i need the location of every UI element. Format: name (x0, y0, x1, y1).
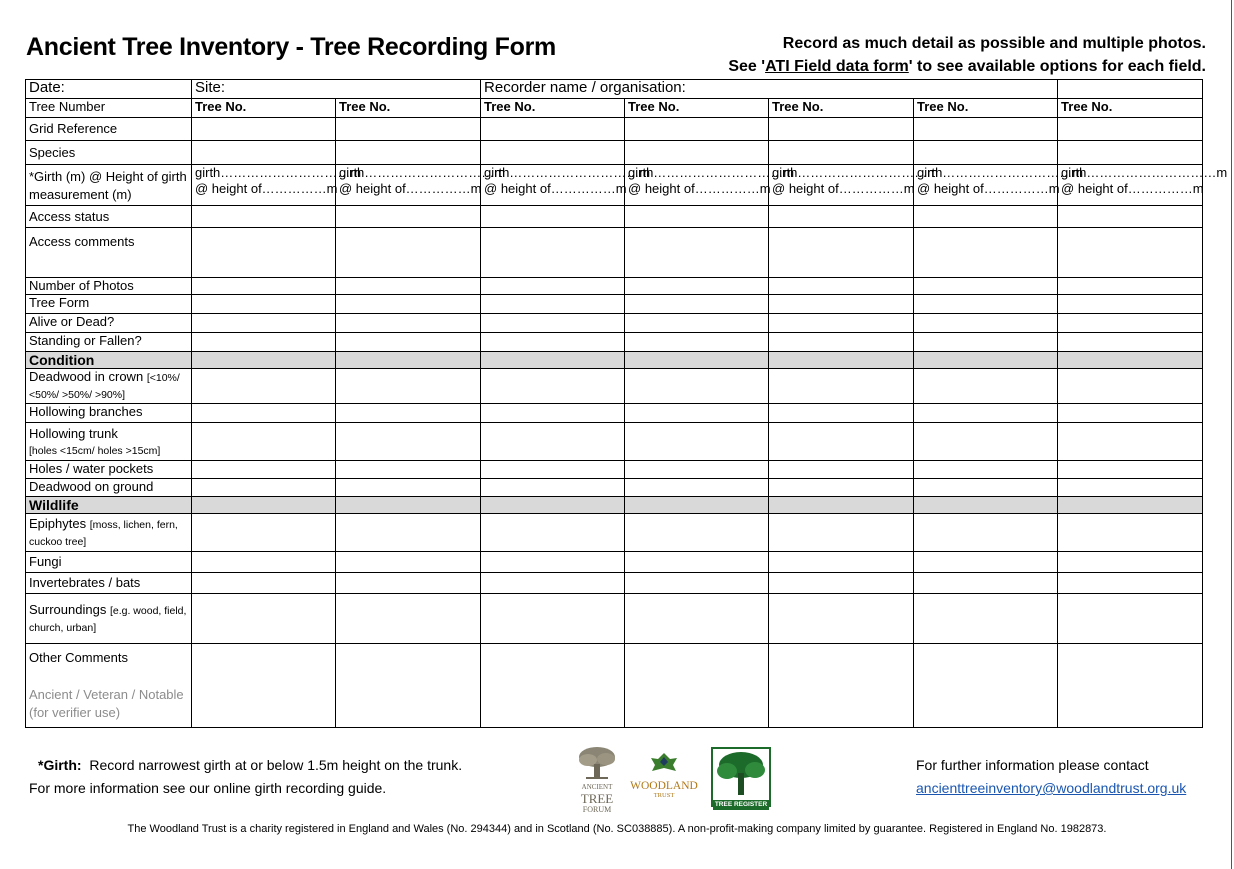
cell[interactable] (769, 295, 914, 314)
cell[interactable] (481, 206, 625, 228)
cell[interactable] (1058, 514, 1203, 552)
tree-no-cell[interactable]: Tree No. (192, 99, 336, 118)
cell[interactable] (192, 206, 336, 228)
cell[interactable] (1058, 594, 1203, 644)
tree-no-cell[interactable]: Tree No. (481, 99, 625, 118)
cell[interactable] (625, 461, 769, 479)
ati-field-data-form-link[interactable]: ATI Field data form (765, 58, 909, 75)
cell[interactable] (914, 369, 1058, 404)
condition-section-row (26, 352, 1203, 369)
cell[interactable] (481, 573, 625, 594)
cell[interactable] (914, 278, 1058, 295)
access-comments-label: Access comments (26, 228, 192, 278)
cell[interactable] (769, 206, 914, 228)
cell[interactable] (914, 573, 1058, 594)
cell[interactable] (914, 514, 1058, 552)
cell[interactable] (1058, 573, 1203, 594)
leaf-icon (649, 751, 679, 775)
form-title: Ancient Tree Inventory - Tree Recording Form (26, 33, 556, 61)
cell[interactable] (336, 573, 481, 594)
cell[interactable] (914, 479, 1058, 497)
cell[interactable] (1058, 228, 1203, 278)
standing-or-fallen-row (26, 333, 1203, 352)
hollowing-trunk-row (26, 423, 1203, 461)
girth-cell[interactable]: girth…………………………m @ height of……………m (1058, 165, 1203, 206)
cell[interactable] (914, 295, 1058, 314)
cell[interactable] (336, 278, 481, 295)
cell[interactable] (336, 552, 481, 573)
cell[interactable] (481, 228, 625, 278)
girth-cell[interactable]: girth…………………………m @ height of……………m (192, 165, 336, 206)
cell[interactable] (481, 141, 625, 165)
cell[interactable] (769, 333, 914, 352)
cell[interactable] (769, 644, 914, 728)
cell[interactable] (625, 514, 769, 552)
cell[interactable] (625, 295, 769, 314)
standing-or-fallen-label: Standing or Fallen? (26, 333, 192, 352)
cell[interactable] (769, 314, 914, 333)
tree-form-row (26, 295, 1203, 314)
cell[interactable] (1058, 461, 1203, 479)
cell[interactable] (192, 423, 336, 461)
tree-no-cell[interactable]: Tree No. (336, 99, 481, 118)
cell[interactable] (914, 461, 1058, 479)
cell[interactable] (769, 594, 914, 644)
cell[interactable] (192, 594, 336, 644)
tree-no-cell[interactable]: Tree No. (625, 99, 769, 118)
access-status-label: Access status (26, 206, 192, 228)
cell[interactable] (625, 314, 769, 333)
hollowing-branches-row (26, 404, 1203, 423)
deadwood-ground-row (26, 479, 1203, 497)
number-of-photos-row (26, 278, 1203, 295)
cell[interactable] (336, 404, 481, 423)
instructions (728, 32, 1206, 78)
cell[interactable] (769, 141, 914, 165)
cell[interactable] (336, 141, 481, 165)
cell[interactable] (914, 141, 1058, 165)
deadwood-crown-row (26, 369, 1203, 404)
cell[interactable] (769, 573, 914, 594)
cell[interactable] (625, 118, 769, 141)
cell[interactable] (481, 594, 625, 644)
grid-reference-label: Grid Reference (26, 118, 192, 141)
wildlife-section-row (26, 497, 1203, 514)
cell[interactable] (625, 552, 769, 573)
cell[interactable] (336, 295, 481, 314)
cell[interactable] (336, 228, 481, 278)
girth-label: *Girth (m) @ Height of girth measurement (m) (26, 165, 192, 206)
fungi-row (26, 552, 1203, 573)
contact-text: For further information please contact (916, 757, 1149, 773)
cell[interactable] (192, 314, 336, 333)
girth-cell[interactable]: girth…………………………m @ height of……………m (769, 165, 914, 206)
cell[interactable] (769, 404, 914, 423)
girth-cell[interactable]: girth…………………………m @ height of……………m (481, 165, 625, 206)
recording-table (25, 79, 1228, 728)
hollowing-branches-label: Hollowing branches (26, 404, 192, 423)
verifier-note: Ancient / Veteran / Notable (for verifier use) (29, 687, 184, 720)
cell[interactable] (336, 206, 481, 228)
cell[interactable] (481, 404, 625, 423)
alive-or-dead-label: Alive or Dead? (26, 314, 192, 333)
cell[interactable] (769, 369, 914, 404)
cell[interactable] (625, 479, 769, 497)
condition-section-label: Condition (26, 352, 192, 369)
cell[interactable] (192, 404, 336, 423)
site-field[interactable]: Site: (192, 80, 481, 99)
cell[interactable] (336, 594, 481, 644)
cell[interactable] (192, 295, 336, 314)
cell[interactable] (1058, 141, 1203, 165)
wildlife-section-label: Wildlife (26, 497, 192, 514)
cell[interactable] (481, 514, 625, 552)
hollowing-trunk-label: Hollowing trunk [holes <15cm/ holes >15cm] (26, 423, 192, 461)
cell[interactable] (481, 278, 625, 295)
cell[interactable] (481, 644, 625, 728)
cell[interactable] (1058, 333, 1203, 352)
invertebrates-label: Invertebrates / bats (26, 573, 192, 594)
tree-no-cell[interactable]: Tree No. (914, 99, 1058, 118)
cell[interactable] (914, 333, 1058, 352)
cell[interactable] (625, 206, 769, 228)
cell[interactable] (481, 314, 625, 333)
cell[interactable] (192, 333, 336, 352)
instruction-line-1: Record as much detail as possible and multiple photos. (782, 35, 1206, 52)
cell[interactable] (192, 644, 336, 728)
cell[interactable] (1058, 295, 1203, 314)
number-of-photos-label: Number of Photos (26, 278, 192, 295)
access-comments-row (26, 228, 1203, 278)
cell[interactable] (914, 644, 1058, 728)
cell[interactable] (1058, 552, 1203, 573)
cell[interactable] (336, 461, 481, 479)
cell[interactable] (481, 295, 625, 314)
cell[interactable] (625, 573, 769, 594)
woodland-trust-logo: WOODLAND TRUST (628, 751, 700, 800)
cell[interactable] (192, 573, 336, 594)
header-row (26, 80, 1203, 99)
girth-row (26, 165, 1203, 206)
register-tree-icon (713, 749, 769, 795)
cell[interactable] (625, 369, 769, 404)
tree-no-cell[interactable]: Tree No. (1058, 99, 1203, 118)
recorder-field[interactable]: Recorder name / organisation: (481, 80, 1058, 99)
date-field[interactable]: Date: (26, 80, 192, 99)
cell[interactable] (192, 141, 336, 165)
cell[interactable] (1058, 423, 1203, 461)
holes-water-label: Holes / water pockets (26, 461, 192, 479)
species-label: Species (26, 141, 192, 165)
cell[interactable] (769, 461, 914, 479)
cell[interactable] (914, 118, 1058, 141)
tree-number-label: Tree Number (26, 99, 192, 118)
cell[interactable] (192, 479, 336, 497)
cell[interactable] (1058, 479, 1203, 497)
cell[interactable] (625, 228, 769, 278)
tree-icon (574, 746, 620, 780)
cell[interactable] (914, 552, 1058, 573)
cell[interactable] (769, 552, 914, 573)
contact-email-link[interactable]: ancienttreeinventory@woodlandtrust.org.uk (916, 780, 1187, 796)
cell[interactable] (336, 514, 481, 552)
cell[interactable] (914, 228, 1058, 278)
cell[interactable] (769, 118, 914, 141)
girth-guide-note: For more information see our online girth recording guide. (29, 780, 387, 796)
surroundings-label: Surroundings [e.g. wood, field, church, urban] (26, 594, 192, 644)
cell[interactable] (914, 594, 1058, 644)
cell[interactable] (481, 333, 625, 352)
cell[interactable] (625, 278, 769, 295)
cell[interactable] (481, 552, 625, 573)
cell[interactable] (1058, 314, 1203, 333)
cell[interactable] (625, 423, 769, 461)
cell[interactable] (625, 404, 769, 423)
cell[interactable] (1058, 644, 1203, 728)
instruction-line-2: See 'ATI Field data form' to see available options for each field. (728, 58, 1206, 75)
header-blank-cell[interactable] (1058, 80, 1203, 99)
girth-cell[interactable]: girth…………………………m @ height of……………m (914, 165, 1058, 206)
cell[interactable] (336, 314, 481, 333)
cell[interactable] (769, 514, 914, 552)
cell[interactable] (914, 423, 1058, 461)
cell[interactable] (625, 141, 769, 165)
holes-water-row (26, 461, 1203, 479)
cell[interactable] (769, 479, 914, 497)
grid-reference-row (26, 118, 1203, 141)
cell[interactable] (481, 479, 625, 497)
cell[interactable] (769, 228, 914, 278)
other-comments-row (26, 644, 1203, 728)
epiphytes-row (26, 514, 1203, 552)
cell[interactable] (769, 278, 914, 295)
tree-form-label: Tree Form (26, 295, 192, 314)
cell[interactable] (1058, 404, 1203, 423)
cell[interactable] (192, 514, 336, 552)
cell[interactable] (914, 206, 1058, 228)
cell[interactable] (336, 118, 481, 141)
cell[interactable] (625, 594, 769, 644)
cell[interactable] (625, 644, 769, 728)
charity-statement: The Woodland Trust is a charity registered in England and Wales (No. 294344) and in Scotland (No. SC038885). A non-profit-making company limited by guarantee. Registered in England No. 1982873. (127, 823, 1107, 835)
cell[interactable] (336, 423, 481, 461)
cell[interactable] (769, 423, 914, 461)
cell[interactable] (481, 461, 625, 479)
surroundings-row (26, 594, 1203, 644)
access-status-row (26, 206, 1203, 228)
cell[interactable] (336, 333, 481, 352)
cell[interactable] (481, 369, 625, 404)
cell[interactable] (914, 404, 1058, 423)
page-edge (1231, 0, 1232, 869)
cell[interactable] (1058, 118, 1203, 141)
cell[interactable] (192, 552, 336, 573)
deadwood-ground-label: Deadwood on ground (26, 479, 192, 497)
fungi-label: Fungi (26, 552, 192, 573)
girth-footnote: *Girth: Record narrowest girth at or below 1.5m height on the trunk. (38, 757, 463, 773)
cell[interactable] (192, 278, 336, 295)
cell[interactable] (914, 314, 1058, 333)
epiphytes-label: Epiphytes [moss, lichen, fern, cuckoo tree] (26, 514, 192, 552)
cell[interactable] (1058, 278, 1203, 295)
cell[interactable] (625, 333, 769, 352)
girth-cell[interactable]: girth…………………………m @ height of……………m (336, 165, 481, 206)
tree-no-cell[interactable]: Tree No. (769, 99, 914, 118)
cell[interactable] (481, 118, 625, 141)
deadwood-crown-label: Deadwood in crown [<10%/ <50%/ >50%/ >90%] (26, 369, 192, 404)
cell[interactable] (336, 369, 481, 404)
ancient-tree-forum-logo: ANCIENT TREE FORUM (574, 746, 620, 810)
cell[interactable] (1058, 206, 1203, 228)
other-comments-label: Other Comments Ancient / Veteran / Notable (for verifier use) (26, 644, 192, 728)
cell[interactable] (481, 423, 625, 461)
cell[interactable] (192, 369, 336, 404)
tree-number-row (26, 99, 1203, 118)
cell[interactable] (336, 644, 481, 728)
cell[interactable] (192, 228, 336, 278)
alive-or-dead-row (26, 314, 1203, 333)
tree-register-logo: TREE REGISTER (711, 747, 771, 807)
species-row (26, 141, 1203, 165)
cell[interactable] (336, 479, 481, 497)
cell[interactable] (192, 118, 336, 141)
girth-cell[interactable]: girth…………………………m @ height of……………m (625, 165, 769, 206)
invertebrates-row (26, 573, 1203, 594)
cell[interactable] (192, 461, 336, 479)
cell[interactable] (1058, 369, 1203, 404)
